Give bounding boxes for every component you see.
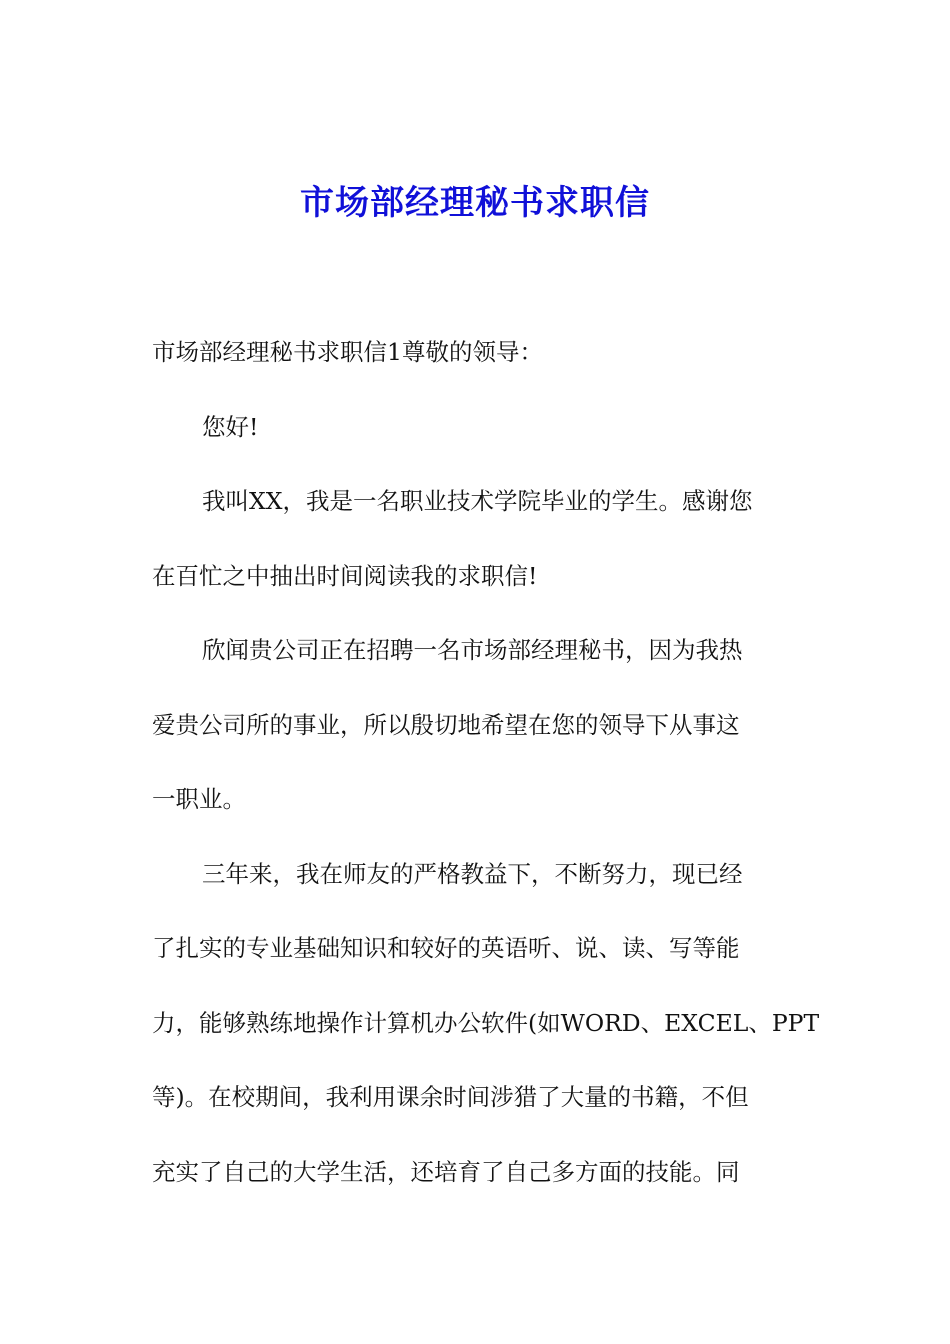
body-line: 欣闻贵公司正在招聘一名市场部经理秘书，因为我热 (202, 636, 743, 664)
salutation-line: 市场部经理秘书求职信1尊敬的领导： (152, 338, 543, 366)
body-line: 了扎实的专业基础知识和较好的英语听、说、读、写等能 (152, 934, 740, 962)
body-line: 力，能够熟练地操作计算机办公软件(如WORD、EXCEL、PPT (152, 1009, 820, 1037)
body-line: 爱贵公司所的事业，所以殷切地希望在您的领导下从事这 (152, 711, 740, 739)
body-line: 一职业。 (152, 785, 246, 813)
greeting-line: 您好! (202, 413, 259, 441)
body-line: 三年来，我在师友的严格教益下，不断努力，现已经 (202, 860, 743, 888)
body-line: 等)。在校期间，我利用课余时间涉猎了大量的书籍，不但 (152, 1083, 749, 1111)
document-title: 市场部经理秘书求职信 (300, 183, 650, 223)
body-line: 在百忙之中抽出时间阅读我的求职信! (152, 562, 538, 590)
body-line: 我叫XX，我是一名职业技术学院毕业的学生。感谢您 (202, 487, 753, 515)
body-line: 充实了自己的大学生活，还培育了自己多方面的技能。同 (152, 1158, 740, 1186)
